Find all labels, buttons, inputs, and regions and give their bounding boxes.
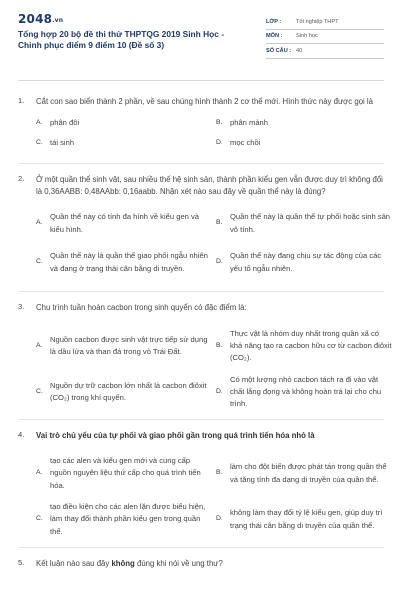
- question-divider: [18, 419, 384, 420]
- question-2: [18, 173, 391, 285]
- meta-row-count: [266, 44, 384, 59]
- question-number: 5.: [18, 557, 25, 567]
- site-logo[interactable]: [18, 12, 246, 26]
- option-c[interactable]: [36, 497, 212, 543]
- question-text: Ở một quần thể sinh vật, sau nhiều thế hệ sinh sản, thành phần kiểu gen vẫn được duy trì không đổi là 0,36AABB: 0,48AAbb: 0,16aabb. Nhận xét nào sau đây về quần thể này là đúng?: [36, 174, 383, 196]
- question-number: 4.: [18, 430, 25, 439]
- option-a[interactable]: [36, 115, 212, 133]
- question-divider: [18, 291, 384, 292]
- option-a[interactable]: [36, 323, 212, 369]
- answer-options: [36, 207, 391, 285]
- logo-suffix: .vn: [52, 17, 64, 24]
- question-divider: [18, 547, 384, 548]
- option-text: Quần thể này có tính đa hình về kiểu gen và kiểu hình.: [50, 212, 200, 234]
- question-number: 1.: [18, 96, 25, 105]
- option-text: Quần thể này đang chịu sự tác động của các yếu tố ngẫu nhiên.: [230, 251, 382, 273]
- question-5: [18, 558, 384, 571]
- header-divider: [18, 80, 384, 81]
- question-text-bold: không: [111, 558, 135, 568]
- header-left: [18, 12, 246, 78]
- option-letter: D.: [216, 139, 223, 147]
- meta-row-subject: [266, 30, 384, 45]
- logo-main: 2048: [18, 12, 53, 26]
- question-text-bold: Vai trò chủ yếu của tự phối và giao phối gần trong quá trình tiến hóa nhỏ là: [36, 431, 315, 440]
- option-letter: B.: [216, 469, 223, 477]
- question-text: [36, 430, 384, 443]
- meta-value: 40: [296, 47, 303, 54]
- option-text: Quần thể này là quần thể tự phối hoặc sinh sản vô tính.: [230, 212, 391, 234]
- option-letter: A.: [36, 219, 43, 227]
- meta-key: MÔN :: [266, 33, 283, 40]
- option-letter: C.: [36, 139, 43, 147]
- option-letter: D.: [216, 258, 223, 266]
- option-d[interactable]: [216, 241, 392, 285]
- meta-value: Sinh học: [296, 33, 318, 40]
- option-text: Nguồn cacbon được sinh vật trực tiếp sử dụng là dầu lửa và than đá trong vỏ Trái Đất.: [50, 334, 208, 356]
- option-c[interactable]: [36, 369, 212, 415]
- option-b[interactable]: [216, 115, 392, 133]
- option-text: không làm thay đổi tỷ lệ kiểu gen, giúp duy trì trạng thái cân bằng di truyền của quần thể.: [230, 508, 383, 530]
- option-text: Quần thể này là quần thể giao phối ngẫu nhiên và đang ở trạng thái cân bằng di truyền.: [50, 251, 208, 273]
- option-letter: B.: [216, 219, 223, 227]
- question-text: Chu trình tuần hoàn cacbon trong sinh quyển có đặc điểm là:: [36, 302, 247, 312]
- question-text: [36, 558, 384, 571]
- option-text: Nguồn dự trữ cacbon lớn nhất là cacbon điôxit (CO₂) trong khí quyển.: [50, 380, 207, 402]
- question-3: [18, 301, 392, 416]
- answer-options: [36, 451, 387, 543]
- question-text: Cắt con sao biển thành 2 phần, về sau chúng hình thành 2 cơ thể mới. Hình thức này được gọi là: [36, 97, 373, 106]
- option-letter: B.: [216, 341, 223, 349]
- option-d[interactable]: [216, 133, 392, 155]
- question-text-post: đúng khi nói về ung thư?: [134, 558, 223, 568]
- option-text: mọc chồi: [230, 138, 261, 148]
- option-b[interactable]: [216, 451, 392, 497]
- meta-value: Tốt nghiệp THPT: [296, 18, 339, 25]
- document-title: Tổng hợp 20 bộ đề thi thử THPTQG 2019 Sinh Học - Chinh phục điểm 9 điểm 10 (Đề số 3): [18, 29, 225, 50]
- option-letter: C.: [36, 258, 43, 266]
- option-letter: C.: [36, 387, 43, 395]
- option-letter: D.: [216, 515, 223, 523]
- question-1: [18, 96, 384, 155]
- option-a[interactable]: [36, 207, 212, 241]
- meta-row-grade: [266, 15, 384, 30]
- option-text: Có một lượng nhỏ cacbon tách ra đi vào vật chất lắng đọng và không hoàn trả lại cho chu trình.: [230, 374, 382, 409]
- option-text: tạo điều kiện cho các alen lặn được biểu hiện, làm thay đổi thành phần kiểu gen trong quần thể.: [50, 502, 206, 536]
- option-text: Thực vật là nhóm duy nhất trong quần xã có khả năng tạo ra cacbon hữu cơ từ cacbon điôxit (CO₂).: [230, 328, 392, 363]
- meta-table: [266, 15, 384, 78]
- document-header: [18, 12, 384, 78]
- option-d[interactable]: [216, 497, 392, 543]
- option-letter: A.: [36, 119, 43, 127]
- option-text: tạo các alen và kiểu gen mới và cung cấp nguồn nguyên liệu thứ cấp cho quá trình tiến hóa.: [50, 456, 201, 490]
- question-number: 2.: [18, 173, 25, 183]
- question-number: 3.: [18, 301, 25, 311]
- option-letter: A.: [36, 341, 43, 349]
- option-text: phân mảnh: [230, 118, 268, 128]
- option-text: phân đôi: [50, 118, 80, 128]
- option-c[interactable]: [36, 241, 212, 285]
- option-d[interactable]: [216, 369, 392, 415]
- option-b[interactable]: [216, 323, 392, 369]
- question-4: [18, 430, 387, 543]
- option-text: tái sinh: [50, 138, 75, 148]
- option-letter: D.: [216, 387, 223, 395]
- meta-key: SỐ CÂU :: [266, 47, 292, 54]
- option-b[interactable]: [216, 207, 392, 241]
- option-letter: C.: [36, 515, 43, 523]
- question-text-pre: Kết luận nào sau đây: [36, 558, 112, 568]
- question-divider: [18, 163, 384, 164]
- option-letter: A.: [36, 469, 43, 477]
- option-c[interactable]: [36, 133, 212, 155]
- option-text: làm cho đột biến được phát tán trong quần thể và tăng tính đa dạng di truyền của quần thể.: [230, 462, 387, 484]
- option-a[interactable]: [36, 451, 212, 497]
- meta-key: LỚP :: [266, 18, 282, 25]
- answer-options: [36, 323, 392, 415]
- option-letter: B.: [216, 119, 223, 127]
- answer-options: [36, 115, 384, 155]
